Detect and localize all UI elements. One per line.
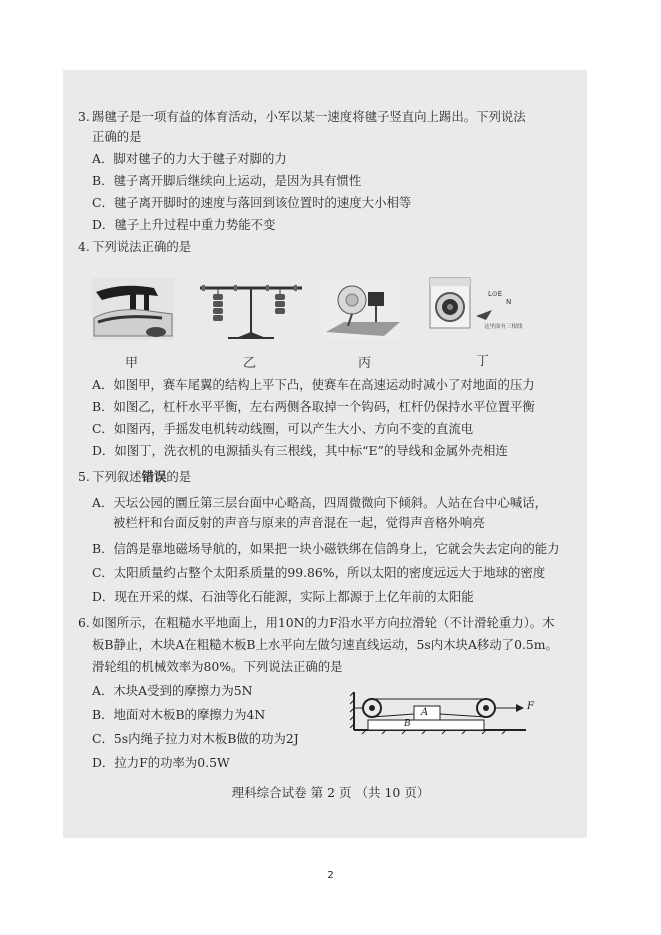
question-6-stem-cont-1: 板B静止，木块A在粗糙木板B上水平向左做匀速直线运动，5s内木块A移动了0.5m。: [92, 637, 558, 652]
q4-option-a: A．如图甲，赛车尾翼的结构上平下凸，使赛车在高速运动时减小了对地面的压力: [92, 377, 535, 392]
q3-option-d: D．毽子上升过程中重力势能不变: [92, 217, 276, 232]
q4-option-d: D．如图丁，洗衣机的电源插头有三根线，其中标“E”的导线和金属外壳相连: [92, 443, 508, 458]
emphasis-cuowu: 错误: [141, 469, 167, 484]
race-car-wing-image: [92, 278, 174, 340]
plug-pin-label-n: N: [506, 298, 512, 306]
question-6-stem-cont-2: 滑轮组的机械效率为80%。下列说法正确的是: [92, 659, 343, 674]
caption-bing: 丙: [358, 356, 372, 371]
force-f-label: F: [527, 701, 534, 712]
q3-option-a: A．脚对毽子的力大于毽子对脚的力: [92, 151, 287, 166]
plug-pin-label-le: L⊙E: [488, 290, 503, 298]
q6-option-d: D．拉力F的功率为0.5W: [92, 755, 230, 770]
caption-jia: 甲: [125, 356, 139, 371]
q5-option-c: C．太阳质量约占整个太阳系质量的99.86%，所以太阳的密度远远大于地球的密度: [92, 565, 546, 580]
q6-option-b: B．地面对木板B的摩擦力为4N: [92, 707, 266, 722]
board-b-label: B: [404, 719, 411, 729]
q4-option-b: B．如图乙，杠杆水平平衡，左右两侧各取掉一个钩码，杠杆仍保持水平位置平衡: [92, 399, 535, 414]
hand-crank-generator-image: [322, 278, 402, 340]
q3-option-c: C．毽子离开脚时的速度与落回到该位置时的速度大小相等: [92, 195, 412, 210]
three-wire-note: 这里面有三根线: [484, 324, 523, 330]
question-4-stem: 4. 下列说法正确的是: [78, 239, 192, 254]
question-5-stem: 5. 下列叙述错误的是: [78, 469, 192, 484]
question-3-stem: 3. 踢毽子是一项有益的体育活动，小军以某一速度将毽子竖直向上踢出。下列说法: [78, 109, 526, 124]
q3-option-b: B．毽子离开脚后继续向上运动，是因为具有惯性: [92, 173, 362, 188]
exam-footer: 理科综合试卷 第 2 页 （共 10 页）: [231, 785, 430, 800]
page-number: 2: [327, 870, 334, 881]
lever-balance-image: [196, 280, 306, 342]
q5-option-a: A．天坛公园的圜丘第三层台面中心略高，四周微微向下倾斜。人站在台中心喊话，: [92, 495, 548, 510]
pulley-board-diagram: [350, 688, 530, 740]
block-a-label: A: [421, 707, 429, 718]
q4-option-c: C．如图丙，手摇发电机转动线圈，可以产生大小、方向不变的直流电: [92, 421, 474, 436]
q5-option-b: B．信鸽是靠地磁场导航的，如果把一块小磁铁绑在信鸽身上，它就会失去定向的能力: [92, 541, 560, 556]
question-6-stem: 6. 如图所示，在粗糙水平地面上，用10N的力F沿水平方向拉滑轮（不计滑轮重力）。木: [78, 615, 555, 630]
question-3-stem-cont: 正确的是: [92, 129, 142, 144]
q5-option-a-cont: 被栏杆和台面反射的声音与原来的声音混在一起，觉得声音格外响亮: [113, 515, 485, 530]
caption-yi: 乙: [243, 356, 257, 371]
q6-option-c: C．5s内绳子拉力对木板B做的功为2J: [92, 731, 299, 746]
caption-ding: 丁: [476, 354, 490, 369]
q6-option-a: A．木块A受到的摩擦力为5N: [92, 683, 253, 698]
q5-option-d: D．现在开采的煤、石油等化石能源，实际上都源于上亿年前的太阳能: [92, 589, 474, 604]
